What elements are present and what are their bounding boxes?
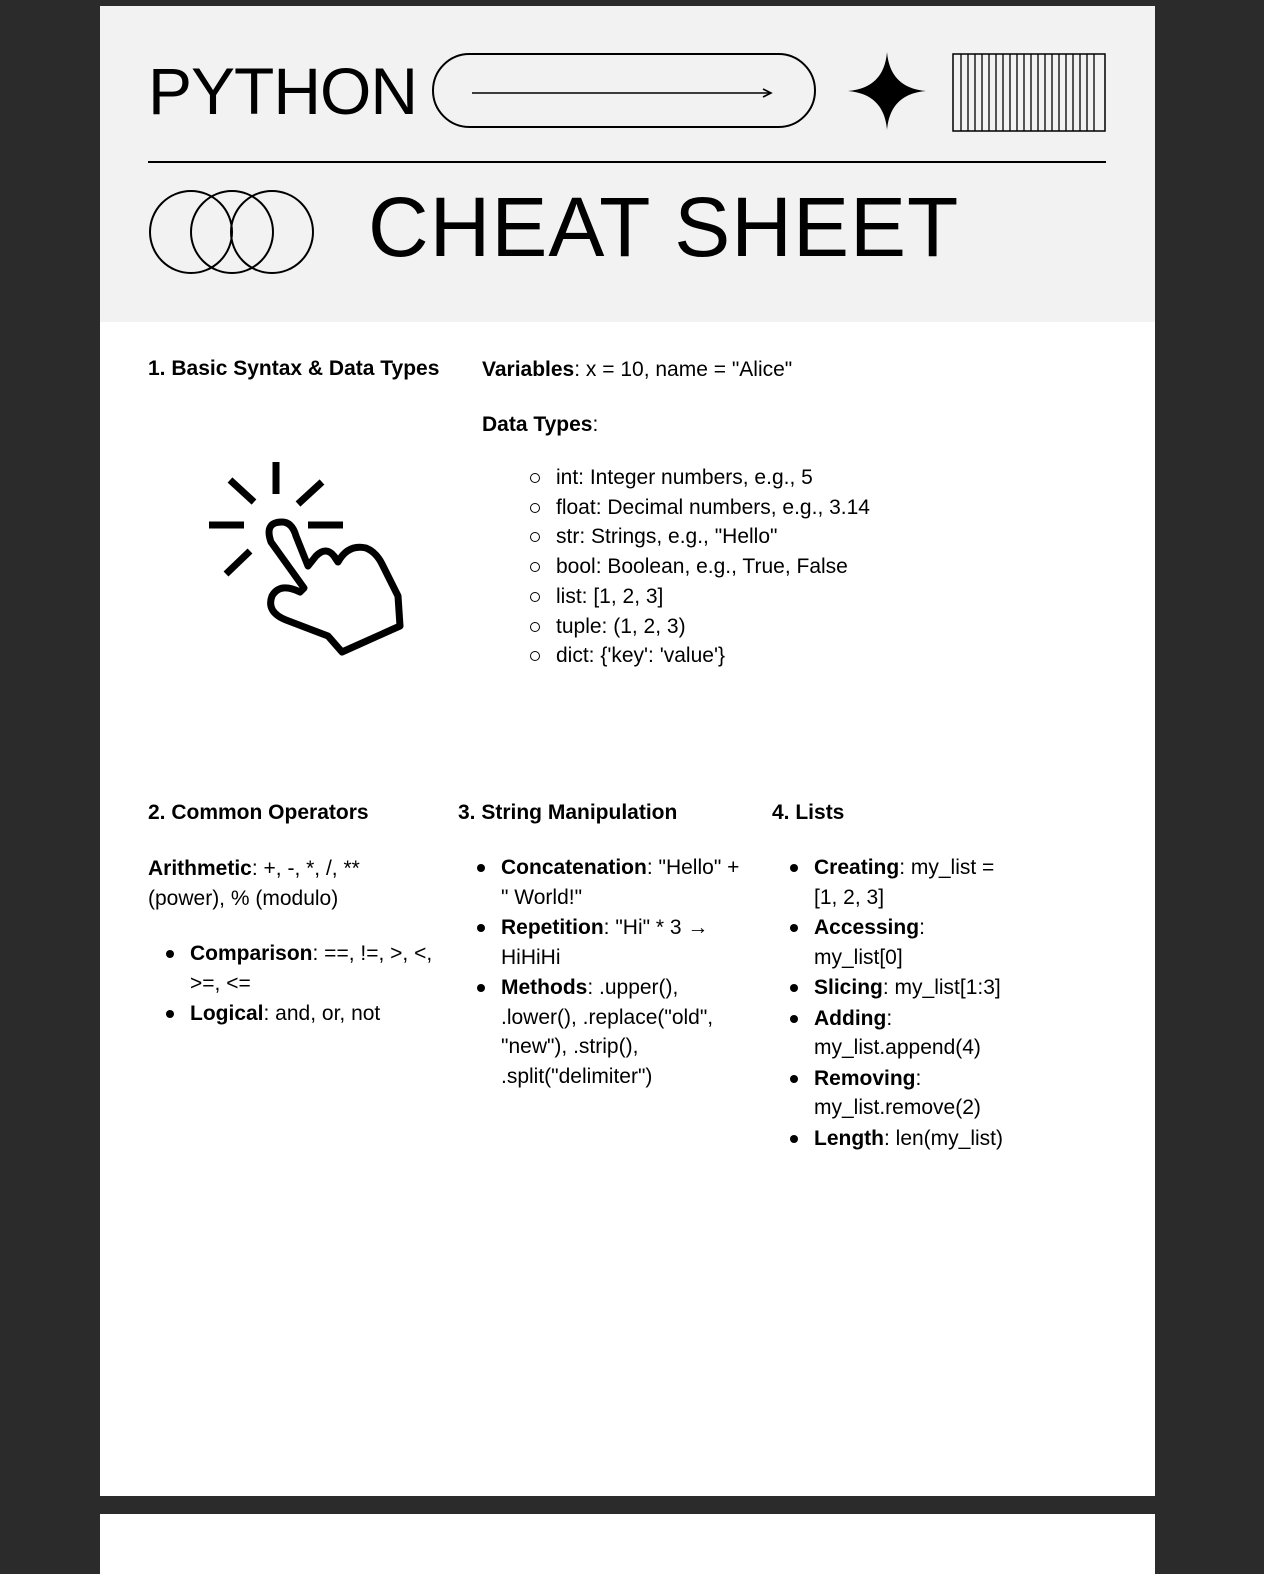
- list-item: Methods: .upper(), .lower(), .replace("old", "new"), .strip(), .split("delimiter"): [475, 973, 743, 1091]
- next-page-edge: [100, 1514, 1155, 1574]
- list-item: Creating: my_list = [1, 2, 3]: [788, 853, 1008, 912]
- data-types-list: [530, 463, 1090, 671]
- list-item: Comparison: ==, !=, >, <, >=, <=: [164, 939, 439, 998]
- variables-line: Variables: x = 10, name = "Alice": [482, 358, 793, 381]
- arrow-pill-icon: [432, 53, 816, 128]
- list-item: Repetition: "Hi" * 3 → HiHiHi: [475, 913, 743, 972]
- overlapping-circles-icon: [148, 189, 316, 275]
- list-item: int: Integer numbers, e.g., 5: [530, 463, 1090, 493]
- title-cheat-sheet: CHEAT SHEET: [368, 180, 960, 274]
- list-item: str: Strings, e.g., "Hello": [530, 522, 1090, 552]
- pointing-hand-click-icon: [200, 456, 410, 656]
- list-item: Logical: and, or, not: [164, 999, 439, 1029]
- list-item: Concatenation: "Hello" + " World!": [475, 853, 743, 912]
- sparkle-star-icon: [848, 52, 926, 130]
- list-item: Slicing: my_list[1:3]: [788, 973, 1008, 1003]
- string-manipulation-list: [475, 853, 743, 1092]
- vertical-stripes-icon: [952, 53, 1106, 132]
- section-1-title: 1. Basic Syntax & Data Types: [148, 357, 440, 380]
- title-python: PYTHON: [148, 54, 418, 128]
- list-item: float: Decimal numbers, e.g., 3.14: [530, 493, 1090, 523]
- lists-list: [788, 853, 1008, 1154]
- list-item: Length: len(my_list): [788, 1124, 1008, 1154]
- data-types-heading: Data Types:: [482, 413, 599, 436]
- list-item: bool: Boolean, e.g., True, False: [530, 552, 1090, 582]
- list-item: Removing: my_list.remove(2): [788, 1064, 1008, 1123]
- arithmetic-line: Arithmetic: +, -, *, /, ** (power), % (modulo): [148, 857, 360, 910]
- operators-list: [164, 939, 439, 1030]
- cheat-sheet-page: [100, 6, 1155, 1496]
- section-3-title: 3. String Manipulation: [458, 801, 678, 824]
- header-band: [100, 6, 1155, 322]
- section-4-title: 4. Lists: [772, 801, 845, 824]
- list-item: Accessing: my_list[0]: [788, 913, 1008, 972]
- header-divider: [148, 161, 1106, 163]
- list-item: Adding: my_list.append(4): [788, 1004, 1008, 1063]
- list-item: tuple: (1, 2, 3): [530, 612, 1090, 642]
- list-item: dict: {'key': 'value'}: [530, 641, 1090, 671]
- section-2-title: 2. Common Operators: [148, 801, 369, 824]
- list-item: list: [1, 2, 3]: [530, 582, 1090, 612]
